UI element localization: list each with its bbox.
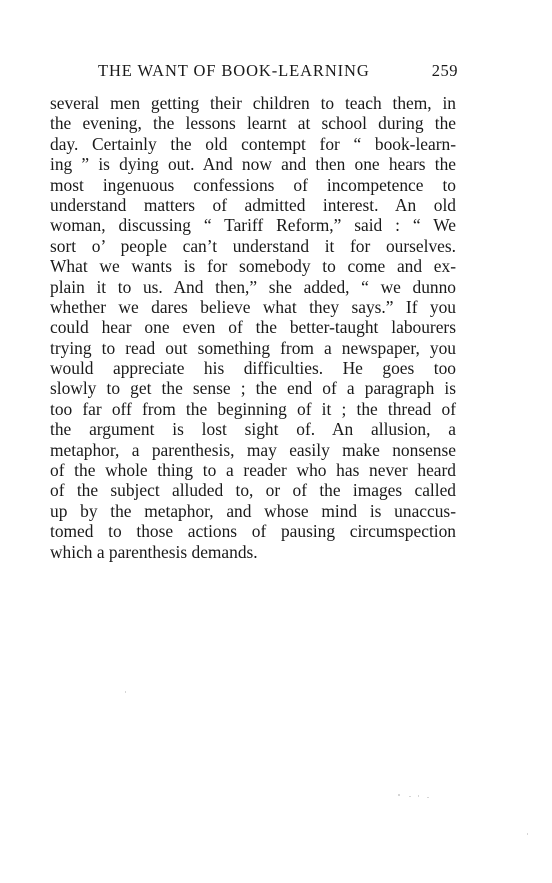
text-line: ing ” is dying out. And now and then one hears the (50, 154, 456, 175)
paper-speck (427, 797, 429, 798)
paper-speck (418, 795, 419, 797)
paper-speck (125, 691, 126, 693)
text-line: sort o’ people can’t understand it for ourselves. (50, 235, 456, 256)
text-line: which a parenthesis demands. (50, 541, 258, 562)
paper-speck (527, 833, 528, 835)
text-line: the evening, the lessons learnt at school during the (50, 113, 456, 134)
text-line: woman, discussing “ Tariff Reform,” said : “ We (50, 215, 456, 236)
text-line: What we wants is for somebody to come and ex- (50, 256, 456, 277)
paper-speck (409, 796, 411, 797)
text-line: the argument is lost sight of. An allusion, a (50, 419, 456, 440)
page-number: 259 (431, 61, 458, 80)
running-title: THE WANT OF BOOK-LEARNING (98, 61, 370, 80)
text-line: would appreciate his difficulties. He goes too (50, 358, 456, 379)
text-line: of the whole thing to a reader who has never heard (50, 460, 456, 481)
text-line: trying to read out something from a newspaper, you (50, 337, 456, 358)
text-line: several men getting their children to teach them, in (50, 93, 456, 113)
text-line: up by the metaphor, and whose mind is unaccus- (50, 500, 456, 521)
paper-speck (398, 794, 400, 796)
text-line: could hear one even of the better-taught labourers (50, 317, 456, 338)
text-line: understand matters of admitted interest. An old (50, 194, 456, 215)
text-line: too far off from the beginning of it ; the thread of (50, 398, 456, 419)
text-line: plain it to us. And then,” she added, “ we dunno (50, 276, 456, 297)
running-header (98, 61, 458, 85)
text-line: of the subject alluded to, or of the images called (50, 480, 456, 501)
text-line: slowly to get the sense ; the end of a paragraph is (50, 378, 456, 399)
text-line: most ingenuous confessions of incompetence to (50, 174, 456, 195)
text-line: whether we dares believe what they says.” If you (50, 296, 456, 317)
text-line: day. Certainly the old contempt for “ book-learn- (50, 133, 456, 154)
body-paragraph (50, 93, 456, 562)
text-line: tomed to those actions of pausing circumspection (50, 521, 456, 542)
text-line: metaphor, a parenthesis, may easily make nonsense (50, 439, 456, 460)
